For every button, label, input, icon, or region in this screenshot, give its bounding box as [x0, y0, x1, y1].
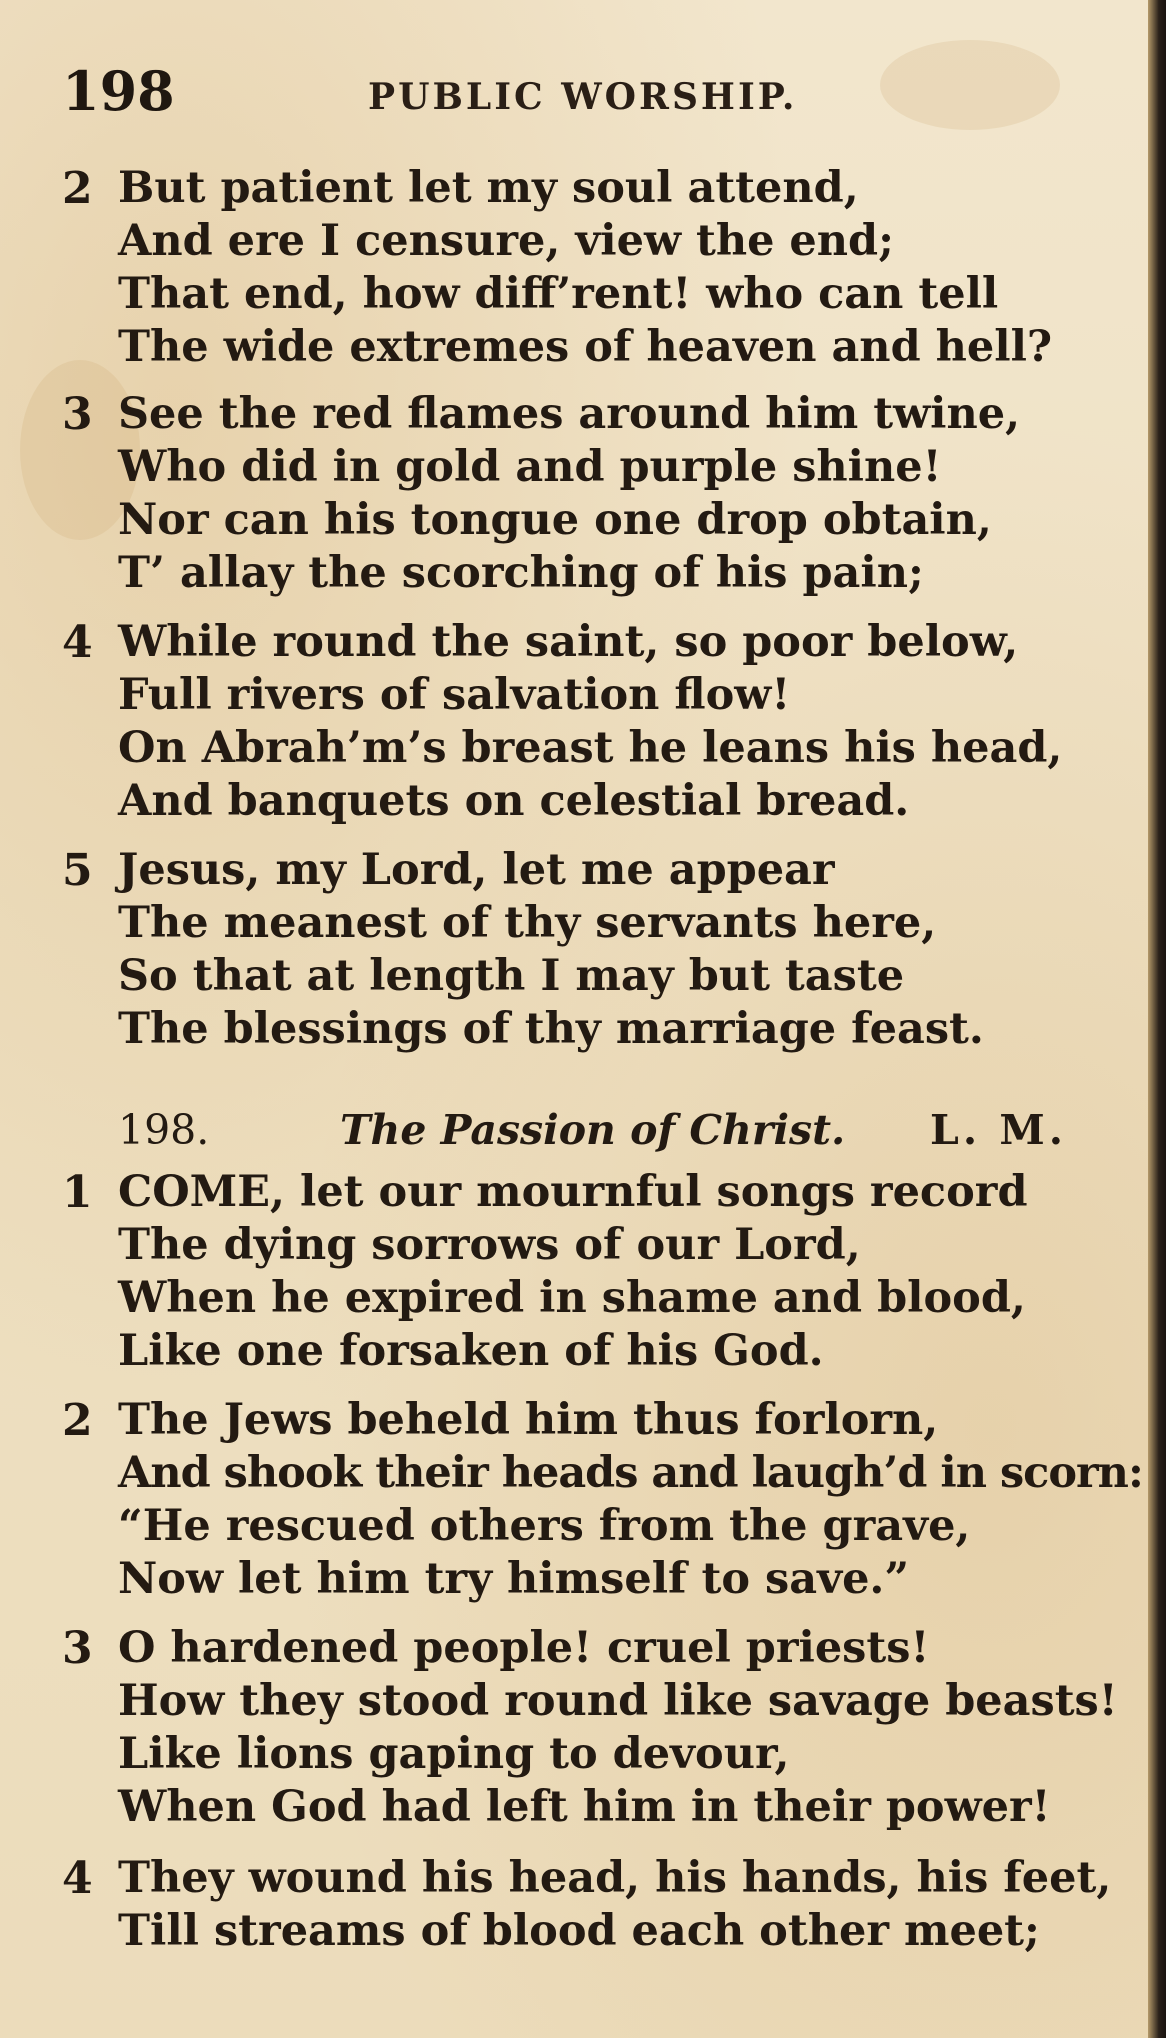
stanza-number: 4 — [62, 617, 93, 668]
stanza-prev-5 — [62, 844, 1132, 1056]
stanza-number: 2 — [62, 163, 93, 214]
verse-line: Now let him try himself to save.” — [118, 1554, 910, 1604]
verse-line: And ere I censure, view the end; — [118, 216, 894, 266]
page-header — [62, 56, 1102, 126]
stanza-number: 1 — [62, 1167, 93, 1218]
hymn-meter: L. M. — [930, 1106, 1068, 1154]
stanza-prev-4 — [62, 616, 1132, 828]
verse-line: Till streams of blood each other meet; — [118, 1906, 1040, 1956]
running-head: PUBLIC WORSHIP. — [368, 76, 798, 118]
verse-line: “He rescued others from the grave, — [118, 1501, 971, 1551]
verse-line: On Abrah’m’s breast he leans his head, — [118, 723, 1063, 773]
verse-line: The blessings of thy marriage feast. — [118, 1004, 984, 1054]
verse-line: That end, how diff’rent! who can tell — [118, 269, 999, 319]
stanza-prev-2 — [62, 162, 1132, 374]
verse-line: The wide extremes of heaven and hell? — [118, 322, 1053, 372]
book-spine-edge — [1148, 0, 1166, 2038]
verse-line: The Jews beheld him thus forlorn, — [118, 1395, 939, 1445]
stanza-new-2 — [62, 1394, 1143, 1606]
verse-line: T’ allay the scorching of his pain; — [118, 548, 924, 598]
stanza-new-4 — [62, 1852, 1132, 1958]
verse-line: Like one forsaken of his God. — [118, 1326, 824, 1376]
hymn-title: The Passion of Christ. — [340, 1106, 846, 1154]
verse-line: Like lions gaping to devour, — [118, 1729, 790, 1779]
verse-line: The meanest of thy servants here, — [118, 898, 937, 948]
verse-line: O hardened people! cruel priests! — [118, 1623, 930, 1673]
verse-line: See the red flames around him twine, — [118, 389, 1021, 439]
hymn-number: 198. — [118, 1106, 210, 1154]
stanza-number: 5 — [62, 845, 93, 896]
verse-line: But patient let my soul attend, — [118, 163, 859, 213]
verse-line: COME, let our mournful songs record — [118, 1167, 1028, 1217]
verse-line: While round the saint, so poor below, — [118, 617, 1019, 667]
stanza-number: 3 — [62, 1623, 93, 1674]
verse-line: The dying sorrows of our Lord, — [118, 1220, 861, 1270]
verse-line: Full rivers of salvation flow! — [118, 670, 791, 720]
stanza-number: 3 — [62, 389, 93, 440]
page-number: 198 — [62, 59, 175, 123]
verse-line: Who did in gold and purple shine! — [118, 442, 942, 492]
verse-line: Nor can his tongue one drop obtain, — [118, 495, 992, 545]
stanza-new-1 — [62, 1166, 1132, 1378]
verse-line: When he expired in shame and blood, — [118, 1273, 1026, 1323]
verse-line: And banquets on celestial bread. — [118, 776, 910, 826]
verse-line: When God had left him in their power! — [118, 1782, 1051, 1832]
stanza-number: 4 — [62, 1853, 93, 1904]
verse-line: And shook their heads and laugh’d in scorn: — [118, 1448, 1143, 1498]
verse-line: They wound his head, his hands, his feet, — [118, 1853, 1112, 1903]
stanza-prev-3 — [62, 388, 1132, 600]
hymn-heading — [118, 1100, 1078, 1160]
stanza-new-3 — [62, 1622, 1132, 1834]
verse-line: Jesus, my Lord, let me appear — [118, 845, 835, 895]
verse-line: How they stood round like savage beasts! — [118, 1676, 1118, 1726]
verse-line: So that at length I may but taste — [118, 951, 905, 1001]
stanza-number: 2 — [62, 1395, 93, 1446]
